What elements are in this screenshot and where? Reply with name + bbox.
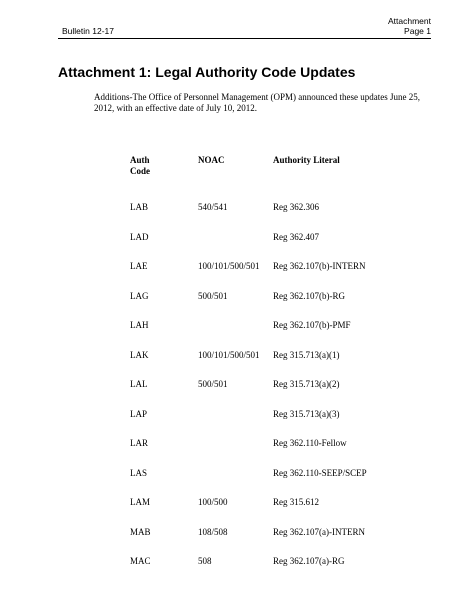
- authority-literal-cell: Reg 315.612: [273, 497, 319, 507]
- noac-cell: 500/501: [198, 379, 228, 389]
- noac-cell: 508: [198, 556, 212, 566]
- auth-code-cell: LAM: [130, 497, 150, 507]
- bulletin-number: Bulletin 12-17: [62, 26, 114, 36]
- auth-code-cell: LAL: [130, 379, 148, 389]
- column-header-noac: NOAC: [198, 155, 225, 165]
- noac-cell: 108/508: [198, 527, 228, 537]
- page-label: [388, 16, 431, 36]
- noac-cell: 540/541: [198, 202, 228, 212]
- attachment-label: Attachment: [388, 16, 431, 26]
- authority-literal-cell: Reg 315.713(a)(2): [273, 379, 340, 389]
- noac-cell: 500/501: [198, 291, 228, 301]
- auth-code-cell: LAS: [130, 468, 148, 478]
- auth-code-cell: LAK: [130, 350, 149, 360]
- auth-code-cell: LAH: [130, 320, 149, 330]
- noac-cell: 100/500: [198, 497, 228, 507]
- authority-literal-cell: Reg 362.110-Fellow: [273, 438, 347, 448]
- column-header-auth-code: Auth Code: [130, 155, 150, 176]
- authority-literal-cell: Reg 362.107(b)-RG: [273, 291, 345, 301]
- noac-cell: 100/101/500/501: [198, 261, 260, 271]
- authority-literal-cell: Reg 362.110-SEEP/SCEP: [273, 468, 367, 478]
- auth-code-cell: MAC: [130, 556, 151, 566]
- authority-literal-cell: Reg 362.407: [273, 232, 319, 242]
- intro-paragraph: Additions-The Office of Personnel Management (OPM) announced these updates June 25, 2012, with an effective date of July 10, 2012.: [94, 92, 421, 113]
- auth-code-cell: LAD: [130, 232, 149, 242]
- authority-literal-cell: Reg 315.713(a)(1): [273, 350, 340, 360]
- column-header-authority-literal: Authority Literal: [273, 155, 340, 165]
- authority-literal-cell: Reg 362.107(b)-INTERN: [273, 261, 366, 271]
- auth-code-cell: LAP: [130, 409, 148, 419]
- auth-code-cell: LAR: [130, 438, 148, 448]
- noac-cell: 100/101/500/501: [198, 350, 260, 360]
- authority-literal-cell: Reg 362.306: [273, 202, 319, 212]
- header-rule: [58, 38, 431, 39]
- authority-literal-cell: Reg 362.107(b)-PMF: [273, 320, 351, 330]
- auth-code-cell: MAB: [130, 527, 151, 537]
- page-number: Page 1: [404, 26, 431, 36]
- page-title: Attachment 1: Legal Authority Code Updates: [58, 64, 356, 80]
- auth-code-cell: LAE: [130, 261, 148, 271]
- authority-literal-cell: Reg 362.107(a)-RG: [273, 556, 345, 566]
- auth-code-cell: LAG: [130, 291, 149, 301]
- authority-literal-cell: Reg 362.107(a)-INTERN: [273, 527, 365, 537]
- authority-literal-cell: Reg 315.713(a)(3): [273, 409, 340, 419]
- auth-code-cell: LAB: [130, 202, 148, 212]
